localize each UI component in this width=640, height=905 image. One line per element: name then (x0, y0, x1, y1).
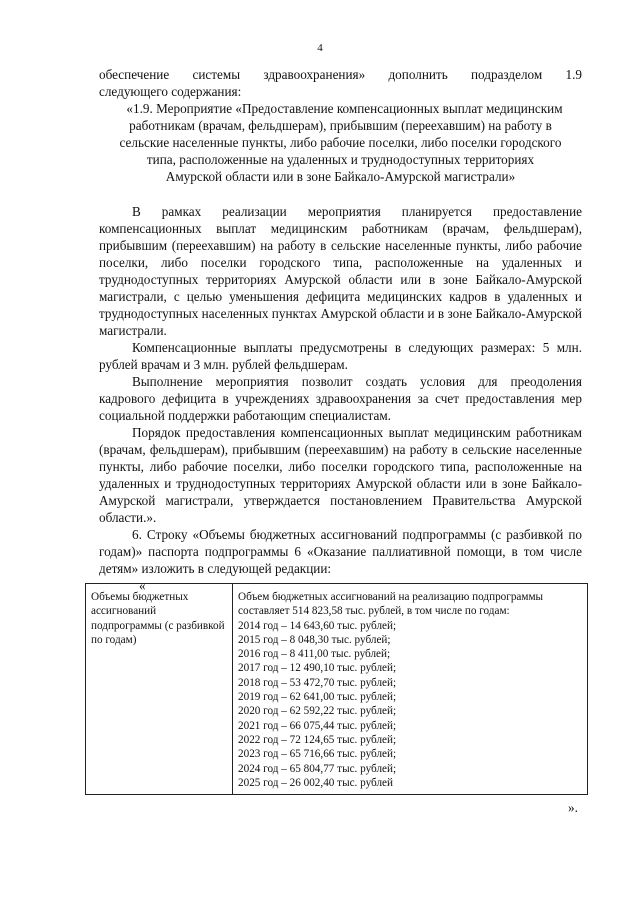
paragraph-procedure: Порядок предоставления компенсационных выплат медицинским работникам (врачам, фельдшерам), прибывшим (переехавшим) на работу в сельские населенные пункты, либо рабочие поселки, либо поселки городского типа, расположенные на удаленных и труднодоступных территориях Амурской области или в зоне Байкало-Амурской магистрали, утверждается постановлением Правительства Амурской области.». (99, 425, 582, 525)
budget-year-2015: 2015 год – 8 048,30 тыс. рублей; (238, 633, 391, 646)
paragraph-amendment: 6. Строку «Объемы бюджетных ассигнований подпрограммы (с разбивкой по годам)» паспорта подпрограммы 6 «Оказание паллиативной помощи, в том числе детям» изложить в следующей редакции: (99, 527, 582, 576)
page-number: 4 (317, 42, 323, 54)
heading-line-1: «1.9. Мероприятие «Предоставление компенсационных выплат медицинским (126, 101, 563, 116)
budget-year-2014: 2014 год – 14 643,60 тыс. рублей; (238, 619, 397, 632)
table-cell-label: Объемы бюджетных ассигнований подпрограммы (с разбивкой по годам) (86, 584, 233, 795)
budget-year-2017: 2017 год – 12 490,10 тыс. рублей; (238, 662, 397, 675)
heading-line-4: типа, расположенные на удаленных и труднодоступных территориях (146, 152, 535, 167)
heading-line-2: работникам (врачам, фельдшерам), прибывшим (переехавшим) на работу в (129, 118, 552, 133)
budget-year-2023: 2023 год – 65 716,66 тыс. рублей; (238, 748, 397, 761)
budget-year-2020: 2020 год – 62 592,22 тыс. рублей; (238, 705, 397, 718)
budget-year-2021: 2021 год – 66 075,44 тыс. рублей; (238, 719, 397, 732)
budget-year-2019: 2019 год – 62 641,00 тыс. рублей; (238, 691, 397, 704)
heading-line-5: Амурской области или в зоне Байкало-Амурской магистрали» (165, 169, 516, 184)
budget-year-2016: 2016 год – 8 411,00 тыс. рублей; (238, 648, 391, 661)
paragraph-implementation: В рамках реализации мероприятия планируется предоставление компенсационных выплат медицинским работникам (врачам, фельдшерам), прибывшим (переехавшим) на работу в сельские населенные пункты, либо рабочие поселки, либо поселки городского типа, расположенные на удаленных и труднодоступных территориях Амурской области или в зоне Байкало-Амурской магистрали, с целью уменьшения дефицита медицинских кадров в удаленных и труднодоступных населенных пунктах Амурской области и в зоне Байкало-Амурской магистрали. (99, 204, 582, 338)
table-row (86, 584, 588, 795)
table-cell-content (233, 584, 588, 795)
opening-quote: « (139, 578, 146, 593)
intro-line-1: обеспечение системы здравоохранения» дополнить подразделом 1.9 (99, 67, 582, 82)
intro-line-2: следующего содержания: (99, 84, 242, 99)
paragraph-payments: Компенсационные выплаты предусмотрены в следующих размерах: 5 млн. рублей врачам и 3 млн. рублей фельдшерам. (99, 340, 582, 372)
budget-year-2024: 2024 год – 65 804,77 тыс. рублей; (238, 762, 397, 775)
budget-years-list (238, 619, 583, 791)
budget-year-2018: 2018 год – 53 472,70 тыс. рублей; (238, 676, 397, 689)
budget-total-text: Объем бюджетных ассигнований на реализацию подпрограммы составляет 514 823,58 тыс. рублей, в том числе по годам: (238, 591, 544, 618)
paragraph-outcome: Выполнение мероприятия позволит создать условия для преодоления кадрового дефицита в учреждениях здравоохранения за счет предоставления мер социальной поддержки работающим специалистам. (99, 374, 582, 423)
heading-line-3: сельские населенные пункты, либо рабочие поселки, либо поселки городского (119, 135, 562, 150)
document-body (99, 66, 582, 594)
closing-quote: ». (568, 800, 578, 815)
budget-table (85, 583, 588, 795)
budget-year-2025: 2025 год – 26 002,40 тыс. рублей (238, 776, 393, 789)
budget-year-2022: 2022 год – 72 124,65 тыс. рублей; (238, 733, 397, 746)
subsection-heading (99, 100, 582, 185)
